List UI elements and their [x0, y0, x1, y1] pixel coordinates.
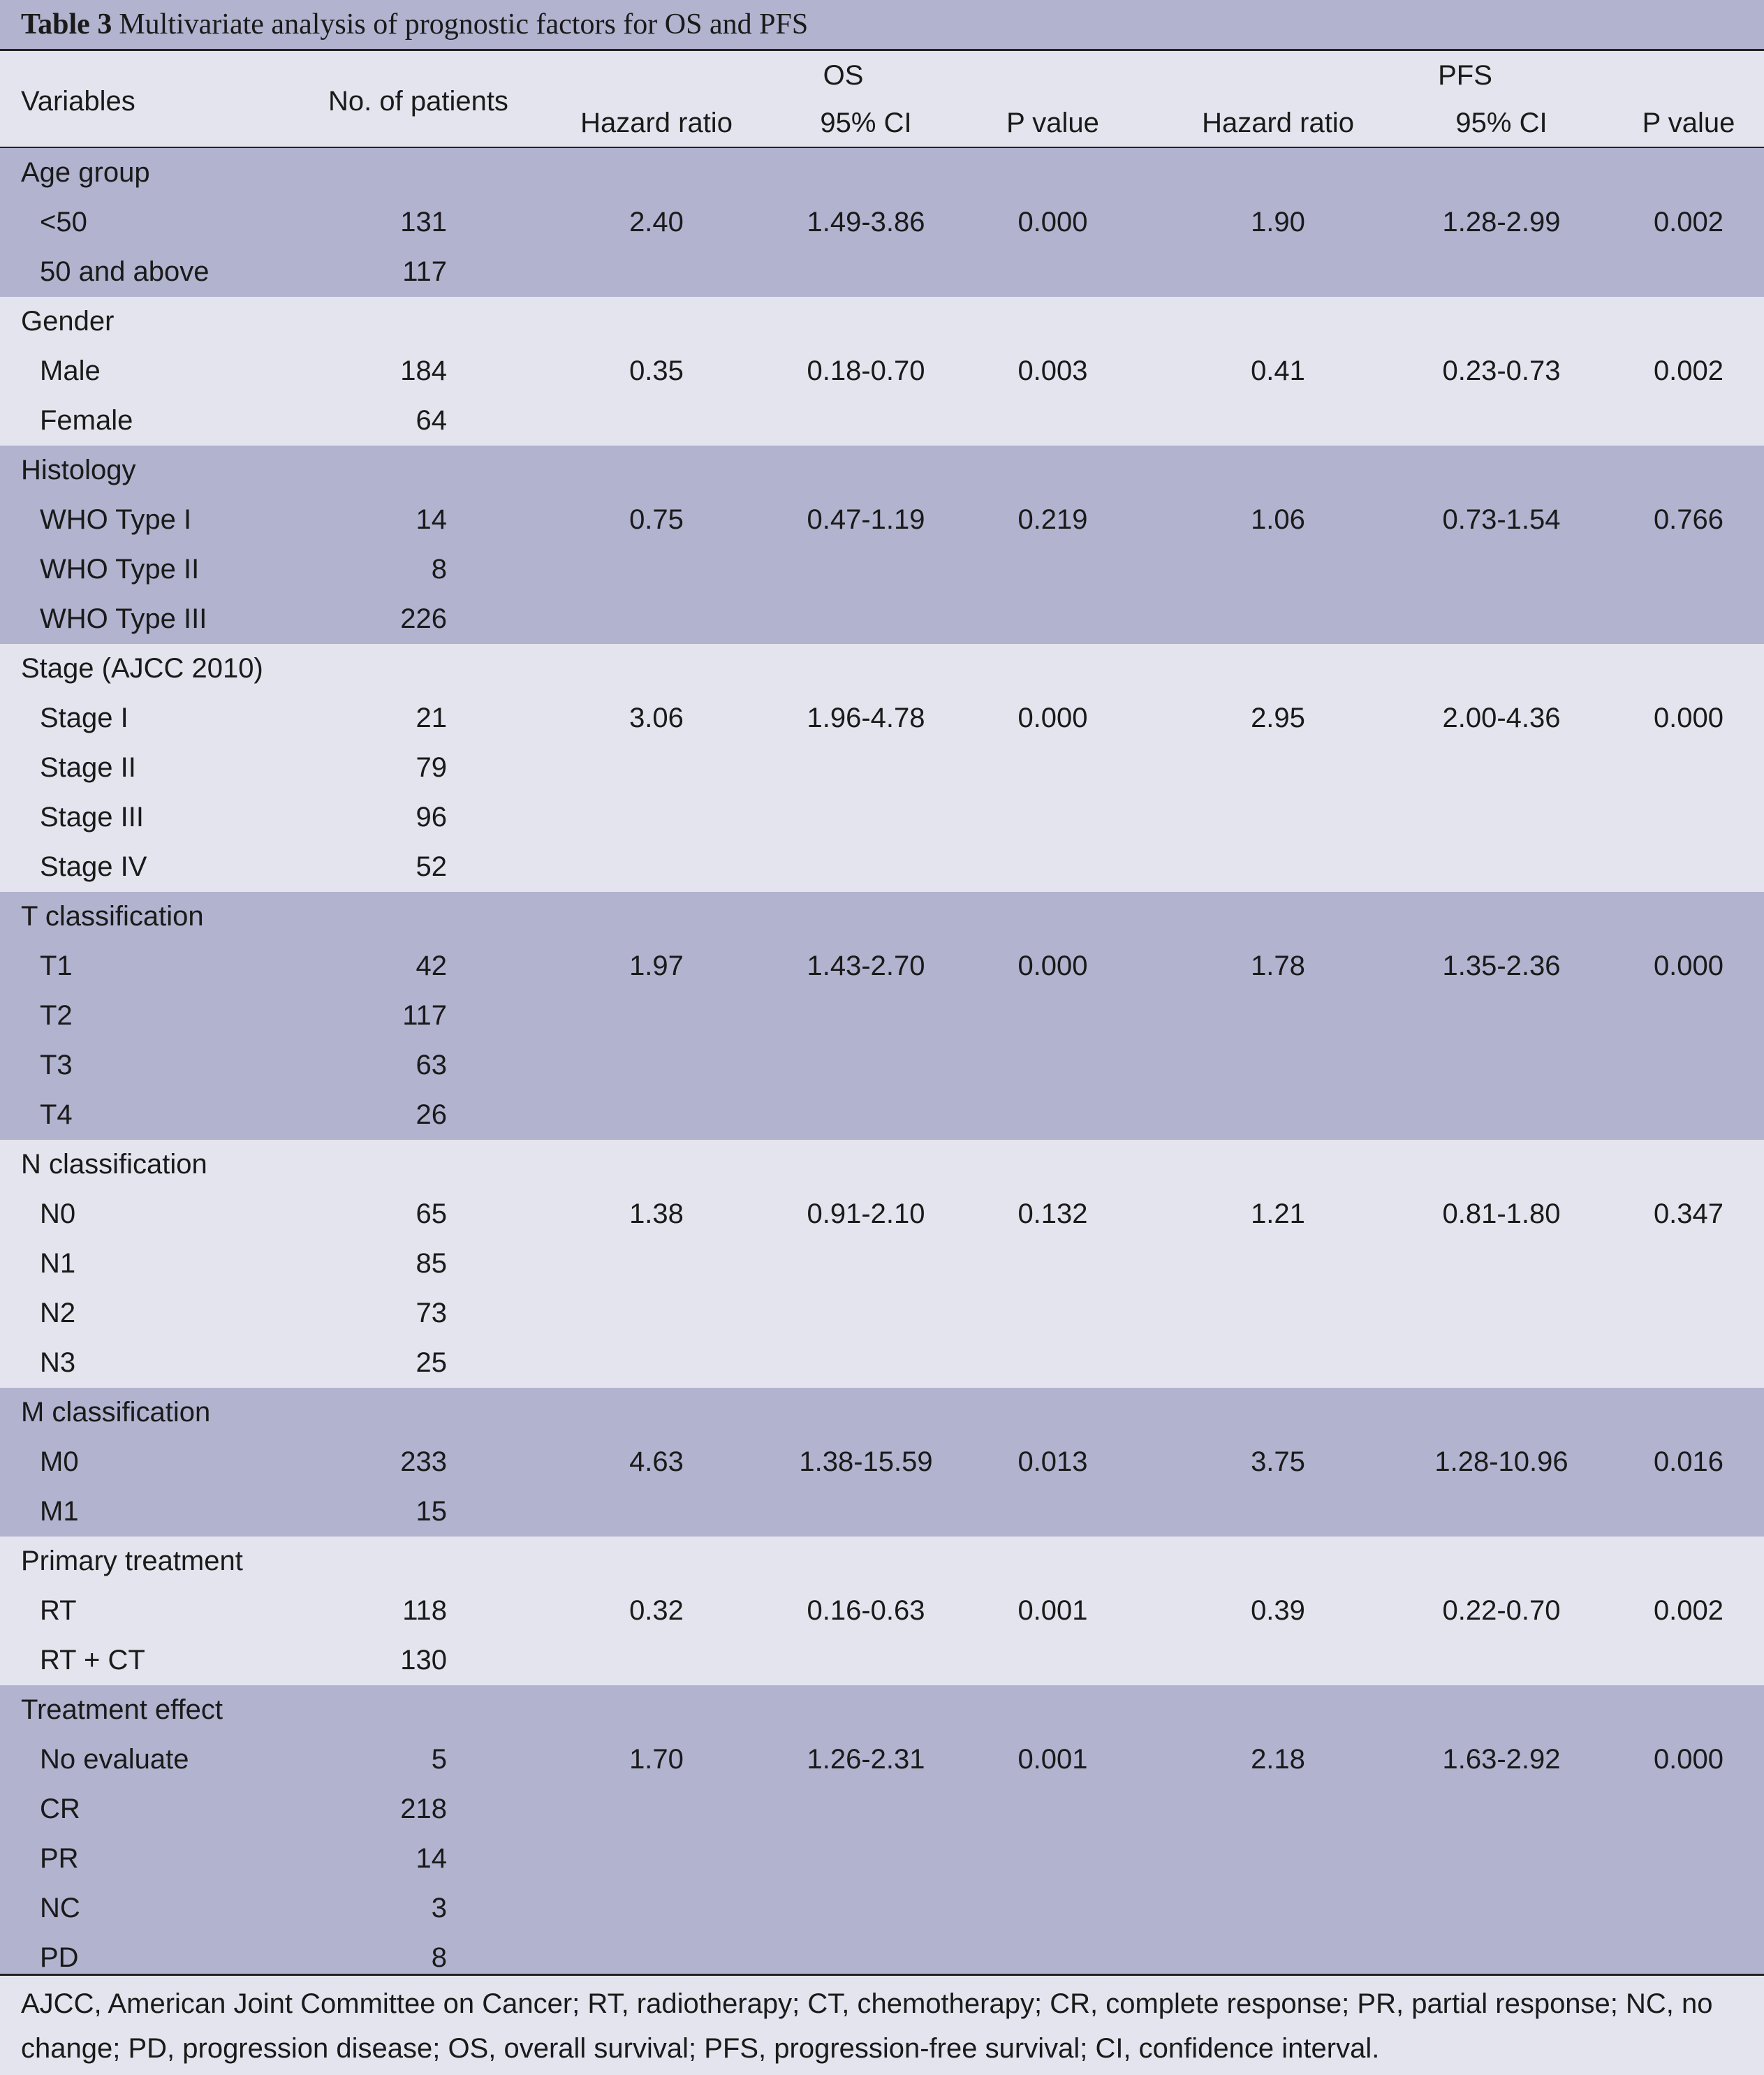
stat-os-hr: 0.32 — [629, 1595, 684, 1626]
table-caption — [0, 0, 1764, 49]
table-footnote: AJCC, American Joint Committee on Cancer; RT, radiotherapy; CT, chemotherapy; CR, complete response; PR, partial response; NC, no change; PD, progression disease; OS, overall survival; PFS, progression-free survival; CI, confidence interval. — [0, 1976, 1764, 2075]
row-patients: 85 — [416, 1248, 447, 1279]
row-label: <50 — [40, 207, 87, 237]
stat-pfs-ci: 0.23-0.73 — [1442, 355, 1561, 386]
row-patients: 8 — [431, 554, 447, 585]
group-label: Gender — [21, 306, 115, 337]
stat-os-ci: 0.91-2.10 — [807, 1198, 925, 1229]
stat-pfs-hr: 0.41 — [1251, 355, 1305, 386]
group-label: Stage (AJCC 2010) — [21, 653, 263, 684]
stat-pfs-ci: 1.28-2.99 — [1442, 207, 1561, 237]
header-pfs-ci: 95% CI — [1455, 108, 1548, 138]
row-label: M1 — [40, 1496, 79, 1527]
table-group — [0, 644, 1764, 892]
table-group — [0, 1537, 1764, 1685]
caption-text: Multivariate analysis of prognostic factors for OS and PFS — [119, 8, 809, 41]
row-label: WHO Type III — [40, 603, 207, 634]
stat-pfs-p: 0.016 — [1653, 1446, 1724, 1477]
row-patients: 73 — [416, 1298, 447, 1328]
stat-os-ci: 0.18-0.70 — [807, 355, 925, 386]
stat-os-p: 0.001 — [1017, 1744, 1088, 1775]
stat-os-hr: 2.40 — [629, 207, 684, 237]
header-patients: No. of patients — [328, 86, 508, 117]
stat-os-p: 0.000 — [1017, 207, 1088, 237]
stat-os-hr: 0.35 — [629, 355, 684, 386]
table-header — [0, 51, 1764, 147]
caption-label: Table 3 — [21, 8, 112, 41]
row-label: RT + CT — [40, 1645, 145, 1676]
row-patients: 5 — [431, 1744, 447, 1775]
row-label: PR — [40, 1843, 79, 1874]
stat-os-ci: 1.38-15.59 — [799, 1446, 933, 1477]
group-label: T classification — [21, 901, 204, 932]
stat-pfs-ci: 0.22-0.70 — [1442, 1595, 1561, 1626]
table-group — [0, 297, 1764, 446]
row-patients: 233 — [400, 1446, 447, 1477]
row-patients: 65 — [416, 1198, 447, 1229]
table-group — [0, 446, 1764, 644]
stat-pfs-hr: 1.90 — [1251, 207, 1305, 237]
group-label: M classification — [21, 1397, 211, 1428]
stat-os-hr: 0.75 — [629, 504, 684, 535]
row-patients: 42 — [416, 951, 447, 981]
stat-pfs-p: 0.766 — [1653, 504, 1724, 535]
row-label: T4 — [40, 1099, 73, 1130]
row-label: N0 — [40, 1198, 76, 1229]
row-label: Stage II — [40, 752, 136, 783]
row-label: RT — [40, 1595, 77, 1626]
stat-pfs-hr: 2.95 — [1251, 703, 1305, 733]
table-group — [0, 1685, 1764, 1983]
row-label: N1 — [40, 1248, 76, 1279]
stat-os-p: 0.000 — [1017, 951, 1088, 981]
stat-pfs-p: 0.000 — [1653, 1744, 1724, 1775]
row-patients: 64 — [416, 405, 447, 436]
row-patients: 218 — [400, 1794, 447, 1824]
stat-pfs-p: 0.002 — [1653, 1595, 1724, 1626]
stat-os-ci: 1.49-3.86 — [807, 207, 925, 237]
stat-os-ci: 1.43-2.70 — [807, 951, 925, 981]
row-patients: 117 — [402, 256, 447, 287]
stat-os-p: 0.013 — [1017, 1446, 1088, 1477]
row-label: Female — [40, 405, 133, 436]
row-patients: 25 — [416, 1347, 447, 1378]
row-patients: 130 — [400, 1645, 447, 1676]
stat-pfs-hr: 0.39 — [1251, 1595, 1305, 1626]
stat-os-hr: 1.70 — [629, 1744, 684, 1775]
stat-pfs-hr: 3.75 — [1251, 1446, 1305, 1477]
stat-os-ci: 0.16-0.63 — [807, 1595, 925, 1626]
stat-pfs-p: 0.000 — [1653, 951, 1724, 981]
stat-pfs-hr: 1.06 — [1251, 504, 1305, 535]
stat-os-hr: 3.06 — [629, 703, 684, 733]
row-label: No evaluate — [40, 1744, 189, 1775]
stat-pfs-ci: 1.28-10.96 — [1434, 1446, 1568, 1477]
row-label: Stage I — [40, 703, 128, 733]
group-label: Age group — [21, 157, 150, 188]
header-pfs: PFS — [1438, 60, 1492, 91]
row-label: T3 — [40, 1050, 73, 1080]
stat-os-ci: 1.26-2.31 — [807, 1744, 925, 1775]
row-label: Male — [40, 355, 101, 386]
header-pfs-p: P value — [1642, 108, 1735, 138]
row-label: N3 — [40, 1347, 76, 1378]
stat-os-ci: 1.96-4.78 — [807, 703, 925, 733]
stat-pfs-ci: 0.81-1.80 — [1442, 1198, 1561, 1229]
row-patients: 3 — [431, 1893, 447, 1923]
row-patients: 118 — [402, 1595, 447, 1626]
stat-pfs-p: 0.000 — [1653, 703, 1724, 733]
group-label: N classification — [21, 1149, 207, 1180]
stat-pfs-ci: 0.73-1.54 — [1442, 504, 1561, 535]
row-label: T1 — [40, 951, 73, 981]
stat-pfs-hr: 1.21 — [1251, 1198, 1305, 1229]
stat-os-ci: 0.47-1.19 — [807, 504, 925, 535]
header-variables: Variables — [21, 86, 135, 117]
group-label: Primary treatment — [21, 1546, 243, 1576]
stat-os-p: 0.132 — [1017, 1198, 1088, 1229]
row-label: PD — [40, 1942, 79, 1973]
row-label: CR — [40, 1794, 80, 1824]
stat-os-hr: 4.63 — [629, 1446, 684, 1477]
stat-pfs-ci: 1.63-2.92 — [1442, 1744, 1561, 1775]
stat-pfs-hr: 2.18 — [1251, 1744, 1305, 1775]
row-label: WHO Type I — [40, 504, 192, 535]
row-patients: 14 — [416, 504, 447, 535]
table-group — [0, 892, 1764, 1140]
row-label: T2 — [40, 1000, 73, 1031]
stat-pfs-ci: 2.00-4.36 — [1442, 703, 1561, 733]
header-pfs-hr: Hazard ratio — [1202, 108, 1354, 138]
row-label: N2 — [40, 1298, 76, 1328]
table-group — [0, 148, 1764, 297]
stat-os-hr: 1.38 — [629, 1198, 684, 1229]
stat-os-p: 0.219 — [1017, 504, 1088, 535]
row-patients: 26 — [416, 1099, 447, 1130]
row-label: 50 and above — [40, 256, 210, 287]
header-os-hr: Hazard ratio — [580, 108, 733, 138]
row-patients: 15 — [416, 1496, 447, 1527]
stat-os-p: 0.001 — [1017, 1595, 1088, 1626]
row-label: M0 — [40, 1446, 79, 1477]
row-label: Stage IV — [40, 851, 147, 882]
row-patients: 63 — [416, 1050, 447, 1080]
stat-pfs-p: 0.347 — [1653, 1198, 1724, 1229]
row-label: NC — [40, 1893, 80, 1923]
stat-pfs-p: 0.002 — [1653, 207, 1724, 237]
row-patients: 131 — [400, 207, 447, 237]
row-patients: 184 — [400, 355, 447, 386]
stat-os-p: 0.003 — [1017, 355, 1088, 386]
stat-pfs-hr: 1.78 — [1251, 951, 1305, 981]
stat-pfs-ci: 1.35-2.36 — [1442, 951, 1561, 981]
group-label: Treatment effect — [21, 1694, 223, 1725]
group-label: Histology — [21, 455, 136, 485]
row-patients: 21 — [416, 703, 447, 733]
stat-os-p: 0.000 — [1017, 703, 1088, 733]
table-group — [0, 1140, 1764, 1388]
row-label: Stage III — [40, 802, 144, 833]
row-patients: 8 — [431, 1942, 447, 1973]
row-patients: 96 — [416, 802, 447, 833]
row-patients: 226 — [400, 603, 447, 634]
header-os-ci: 95% CI — [820, 108, 912, 138]
row-patients: 52 — [416, 851, 447, 882]
stat-os-hr: 1.97 — [629, 951, 684, 981]
row-patients: 117 — [402, 1000, 447, 1031]
header-os: OS — [823, 60, 864, 91]
table-group — [0, 1388, 1764, 1537]
row-label: WHO Type II — [40, 554, 200, 585]
stat-pfs-p: 0.002 — [1653, 355, 1724, 386]
row-patients: 79 — [416, 752, 447, 783]
header-os-p: P value — [1006, 108, 1099, 138]
row-patients: 14 — [416, 1843, 447, 1874]
